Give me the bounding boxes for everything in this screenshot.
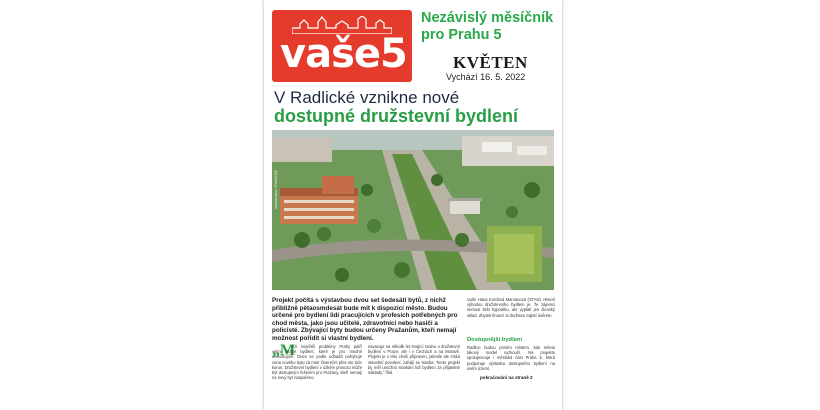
- opening-quote-mark: „M: [272, 342, 296, 359]
- vase5-logo: [272, 10, 412, 82]
- tagline: Nezávislý měsíčník pro Prahu 5: [421, 10, 554, 43]
- visualization-drawing: [272, 130, 554, 290]
- photo-credit: Vizualizace: Foto/ZDE: [273, 170, 278, 210]
- article-column-1: ezi největší problémy Prahy patří velmi drahé bydlení, které je pro mnohé nedostupné. Dnes se podle odhadů pohybuje cena nového bytu za metr čtvereční přes sto tisíc korun. Družstevní bydlení v úzkém provozu může být dostupným řešením pro Pražany, kteří nemají na nový byt naspořeno,: [272, 344, 362, 381]
- headline-line-1: V Radlické vznikne nové: [274, 88, 460, 107]
- article-lead: Projekt počítá s výstavbou dvou set šedesáti bytů, z nichž přibližně pětaosmdesát bude mít k dispozici město. Budou určené pro bydlení lidí pracujících v profesích potřebných pro chod města, jako jsou učitelé, zdravotníci nebo hasiči a policisté. Zbývající byty budou určeny Pražanům, kteří nemají možnost pořídit si vlastní bydlení.: [272, 297, 458, 342]
- logo-wordmark: vaše5: [280, 31, 407, 77]
- article-subhead: Dostupnější bydlení: [467, 337, 523, 343]
- article-column-2: navazuje na několik let trvající snahu o družstevní bydlení v Praze, ale i v Čechách a na Moravě. Projekt je v této chvíli připraven, jakmile ale získá stavební povolení, zahájí se stavba. Tento projekt by měl umožnit stovkám lidí bydlení za přijatelné náklady,“ říká: [368, 344, 460, 376]
- issue-month: KVĚTEN: [453, 53, 528, 72]
- aerial-visualization-image: [272, 130, 554, 290]
- headline-line-2: dostupné družstevní bydlení: [274, 106, 519, 126]
- continued-link[interactable]: pokračování na straně 2: [480, 375, 533, 380]
- article-column-4: Radlice budou prvním místem, kde město takový model vyzkouší. Na projektu spolupracuje i městská část Praha 5, která podporuje výstavbu dostupného bydlení na svém území.: [467, 345, 555, 371]
- newspaper-page: [264, 0, 562, 410]
- issue-date: Vychází 16. 5. 2022: [446, 72, 526, 82]
- article-column-3: radní Hana Kordová Marvanová (STAN). Hlavní výhodou družstevního bydlení je, že zájemci nemusí brát hypotéku, ale vyplatí jen členský vklad. Zbytek financí si družstvo zajistí úvěrem.: [467, 297, 555, 318]
